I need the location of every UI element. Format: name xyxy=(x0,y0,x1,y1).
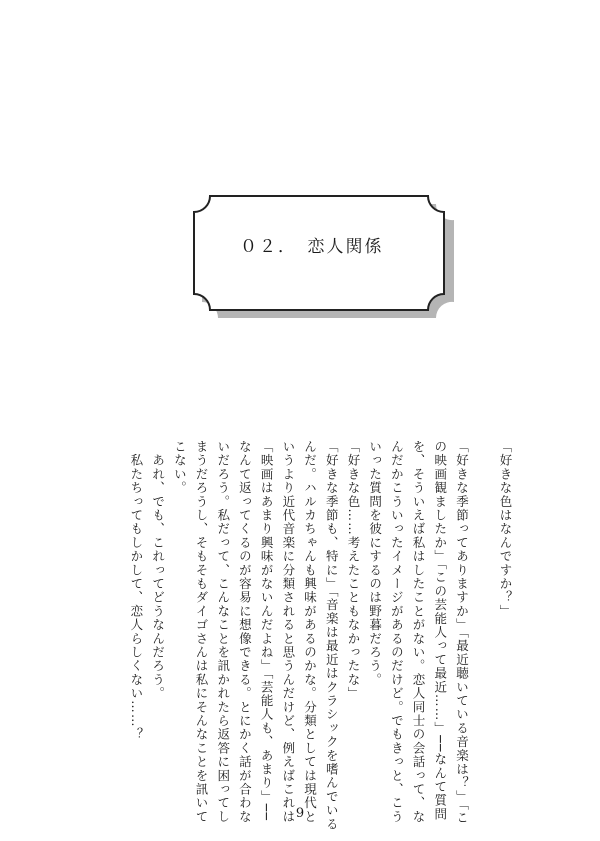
text-line: 私たちってもしかして、恋人らしくない……？ xyxy=(128,440,144,742)
text-line: まうだろうし、そもそもダイゴさんは私にそんなことを訊いて xyxy=(194,440,210,824)
chapter-title: ０２． 恋人関係 xyxy=(240,237,384,257)
text-line: を、そういえば私はしたことがない。恋人同士の会話って、な xyxy=(411,440,427,824)
text-line: いうより近代音楽に分類されると思うんだけど、例えばこれは xyxy=(280,440,296,824)
text-line: 「好きな色……考えたこともなかったな」 xyxy=(345,440,361,701)
chapter-heading-frame xyxy=(180,190,460,320)
text-line: あれ、でも、これってどうなんだろう。 xyxy=(150,440,166,701)
blank-line xyxy=(472,440,494,780)
text-line: いった質問を彼にするのは野暮だろう。 xyxy=(367,440,383,687)
text-line: 「好きな季節ってありますか」「最近聴いている音楽は？」「こ xyxy=(454,440,470,825)
body-text xyxy=(76,440,516,832)
text-line: んだ。ハルカちゃんも興味があるのかな。分類としては現代と xyxy=(302,440,318,824)
text-line: こない。 xyxy=(172,440,188,495)
text-line: 「好きな色はなんですか？」 xyxy=(498,440,513,619)
text-line: の映画観ましたか」「この芸能人って最近……」──なんて質問 xyxy=(432,440,448,822)
text-line: いだろう。私だって、こんなことを訊かれたら返答に困ってし xyxy=(215,440,231,824)
text-line: なんて返ってくるのが容易に想像できる。とにかく話が合わな xyxy=(237,440,253,824)
page-number: 9 xyxy=(295,806,305,821)
text-line: 「映画はあまり興味がないんだよね」「芸能人も、あまり」── xyxy=(259,440,275,822)
text-line: んだかこういったイメージがあるのだけど。でもきっと、こう xyxy=(389,440,405,824)
text-line: 「好きな季節も、特に」「音楽は最近はクラシックを嗜んでいる xyxy=(324,440,340,832)
